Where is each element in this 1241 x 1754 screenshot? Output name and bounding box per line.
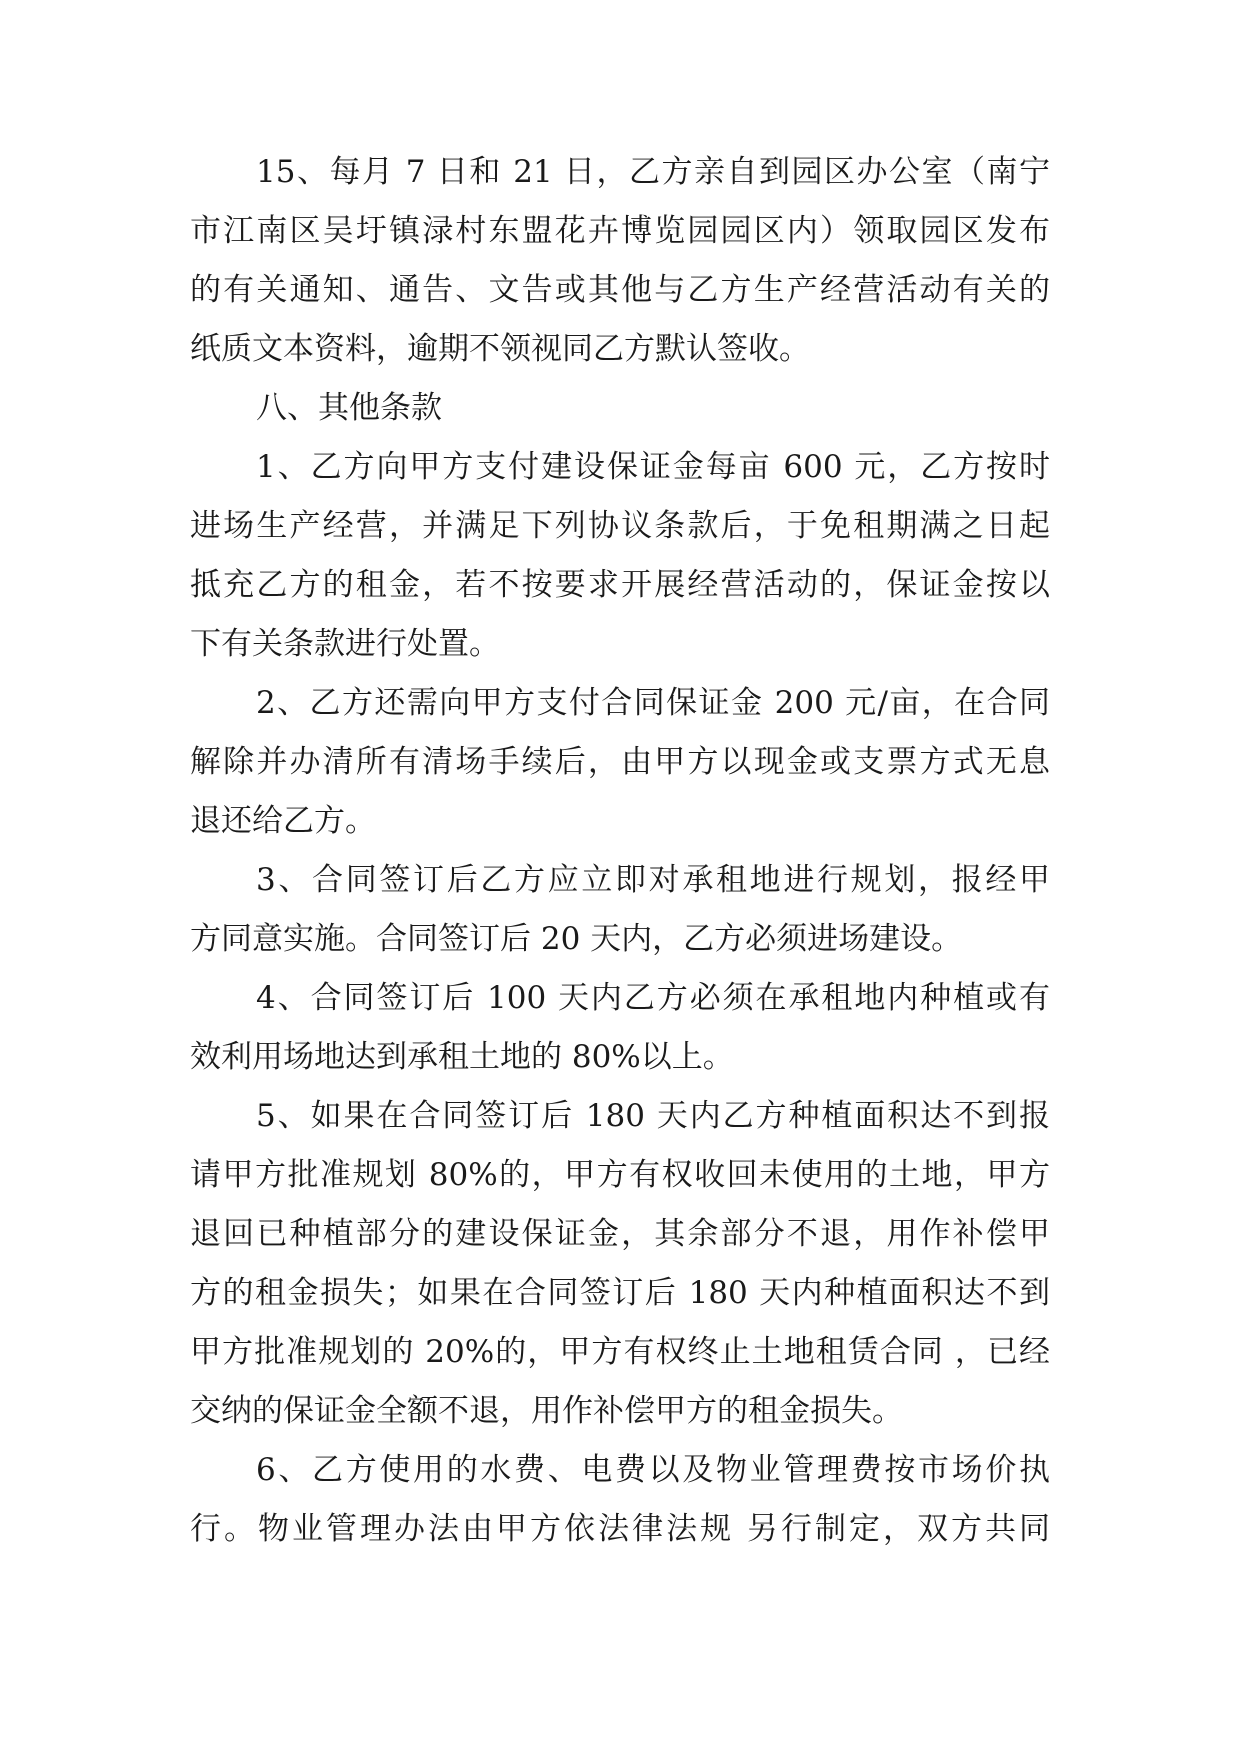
text-line: 的有关通知、通告、文告或其他与乙方生产经营活动有关的: [190, 272, 1050, 308]
text-line: 交纳的保证金全额不退，用作补偿甲方的租金损失。: [190, 1393, 903, 1429]
text-line: 进场生产经营，并满足下列协议条款后，于免租期满之日起: [190, 508, 1050, 544]
text-line: 下有关条款进行处置。: [190, 626, 500, 662]
text-line: 甲方批准规划的 20%的，甲方有权终止土地租赁合同 ，已经: [190, 1334, 1050, 1370]
text-line: 3、合同签订后乙方应立即对承租地进行规划，报经甲: [256, 862, 1050, 898]
text-line: 5、如果在合同签订后 180 天内乙方种植面积达不到报: [256, 1098, 1050, 1134]
text-line: 效利用场地达到承租土地的 80%以上。: [190, 1039, 734, 1075]
text-line: 方同意实施。合同签订后 20 天内，乙方必须进场建设。: [190, 921, 963, 957]
text-line: 1、乙方向甲方支付建设保证金每亩 600 元，乙方按时: [256, 449, 1050, 485]
text-line: 15、每月 7 日和 21 日，乙方亲自到园区办公室（南宁: [256, 154, 1050, 190]
text-line: 4、合同签订后 100 天内乙方必须在承租地内种植或有: [256, 980, 1050, 1016]
text-line: 2、乙方还需向甲方支付合同保证金 200 元/亩，在合同: [256, 685, 1050, 721]
text-line: 市江南区吴圩镇渌村东盟花卉博览园园区内）领取园区发布: [190, 213, 1050, 249]
text-line: 方的租金损失；如果在合同签订后 180 天内种植面积达不到: [190, 1275, 1050, 1311]
text-line: 行。物业管理办法由甲方依法律法规 另行制定，双方共同: [190, 1511, 1050, 1547]
text-line: 退回已种植部分的建设保证金，其余部分不退，用作补偿甲: [190, 1216, 1050, 1252]
text-line: 请甲方批准规划 80%的，甲方有权收回未使用的土地，甲方: [190, 1157, 1050, 1193]
text-line: 6、乙方使用的水费、电费以及物业管理费按市场价执: [256, 1452, 1050, 1488]
text-line: 解除并办清所有清场手续后，由甲方以现金或支票方式无息: [190, 744, 1050, 780]
text-line: 退还给乙方。: [190, 803, 376, 839]
text-line: 纸质文本资料，逾期不领视同乙方默认签收。: [190, 331, 810, 367]
section-heading: 八、其他条款: [256, 390, 442, 426]
text-line: 抵充乙方的租金，若不按要求开展经营活动的，保证金按以: [190, 567, 1050, 603]
